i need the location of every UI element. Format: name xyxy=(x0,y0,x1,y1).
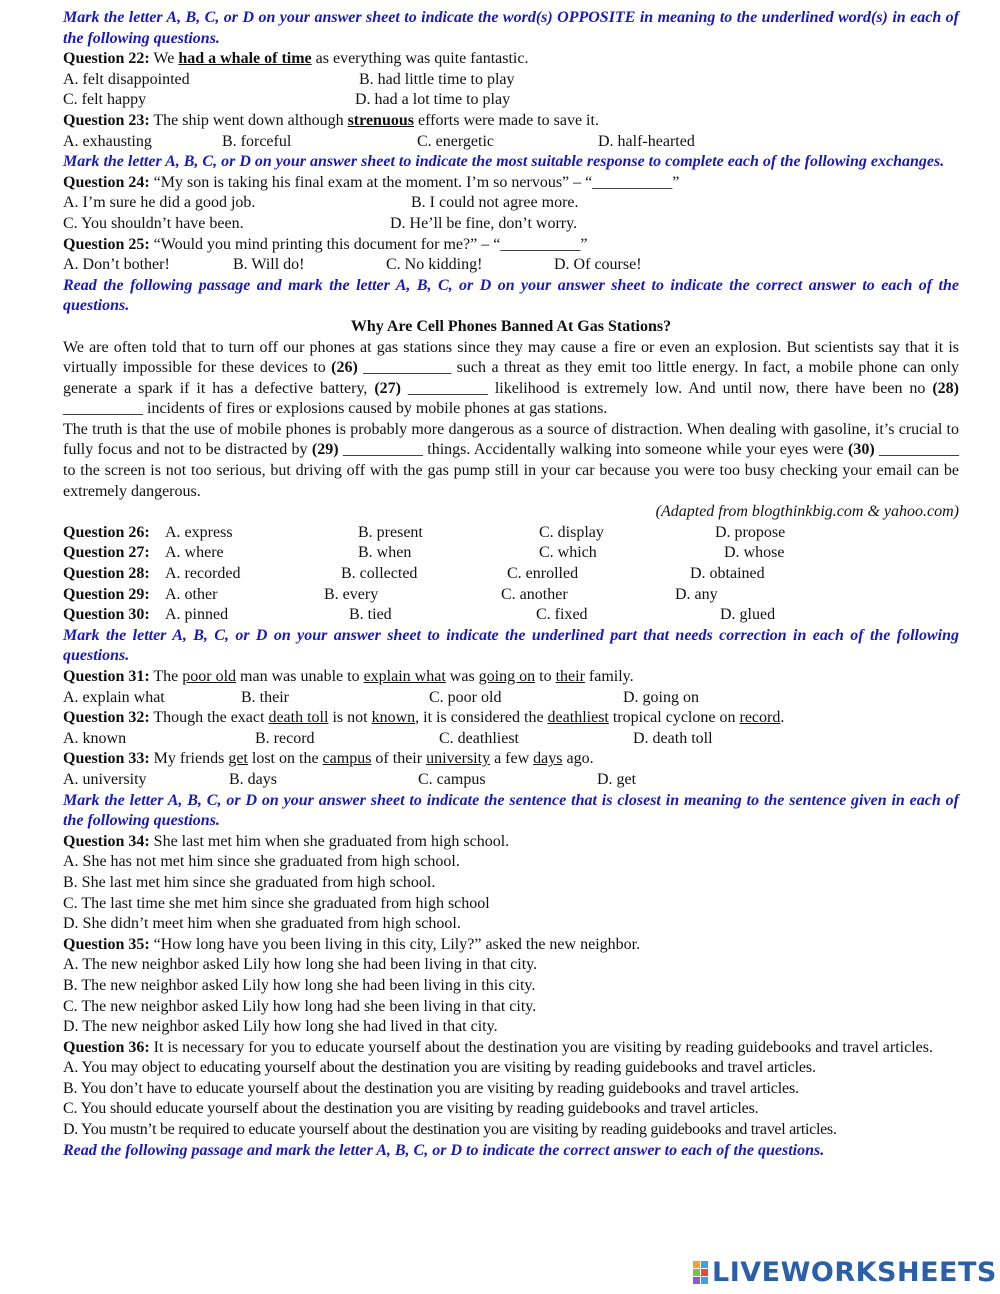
option-c[interactable]: C. which xyxy=(539,544,597,562)
option-c[interactable]: C. fixed xyxy=(536,606,588,624)
option-d[interactable]: D. death toll xyxy=(633,729,713,747)
question-22: Question 22: We had a whale of time as everything was quite fantastic. xyxy=(63,50,529,68)
underlined-phrase: had a whale of time xyxy=(178,50,312,68)
underlined-part: deathliest xyxy=(547,709,609,727)
option-a[interactable]: A. other xyxy=(165,585,218,603)
option-c[interactable]: C. You should educate yourself about the destination you are visiting by reading guidebooks and travel articles. xyxy=(63,1100,759,1118)
option-d[interactable]: D. going on xyxy=(623,688,699,706)
option-c[interactable]: C. felt happy xyxy=(63,91,147,109)
question-28 xyxy=(63,564,959,585)
option-b[interactable]: B. their xyxy=(241,688,289,706)
logo-square xyxy=(701,1277,708,1284)
logo-icon xyxy=(693,1261,708,1284)
option-b[interactable]: B. The new neighbor asked Lily how long she had been living in this city. xyxy=(63,976,536,994)
option-b[interactable]: B. forceful xyxy=(222,132,292,150)
option-c[interactable]: C. The new neighbor asked Lily how long had she been living in that city. xyxy=(63,997,537,1015)
question-35: Question 35: “How long have you been living in this city, Lily?” asked the new neighbor. xyxy=(63,935,641,953)
option-b[interactable]: B. days xyxy=(229,770,277,788)
blank-number: (29) xyxy=(311,441,339,459)
option-c[interactable]: C. energetic xyxy=(417,132,495,150)
option-d[interactable]: D. any xyxy=(675,585,718,603)
question-label: Question 35: xyxy=(63,935,150,953)
liveworksheets-logo xyxy=(693,1257,997,1287)
underlined-part: record xyxy=(739,709,781,727)
instruction-closest-meaning: Mark the letter A, B, C, or D on your answer sheet to indicate the sentence that is closest in meaning to the sentence given in each of the following questions. xyxy=(63,791,959,830)
option-c[interactable]: C. another xyxy=(501,585,568,603)
option-a[interactable]: A. express xyxy=(165,523,233,541)
option-a[interactable]: A. The new neighbor asked Lily how long she had been living in that city. xyxy=(63,956,538,974)
question-label: Question 31: xyxy=(63,668,150,685)
option-c[interactable]: C. No kidding! xyxy=(386,256,483,274)
blank-number: (30) xyxy=(848,441,875,459)
option-b[interactable]: B. when xyxy=(358,544,412,562)
option-a[interactable]: A. pinned xyxy=(165,606,229,624)
option-d[interactable]: D. whose xyxy=(724,544,785,562)
option-c[interactable]: C. poor old xyxy=(429,688,502,706)
option-b[interactable]: B. She last met him since she graduated from high school. xyxy=(63,873,436,891)
underlined-part: campus xyxy=(322,750,372,768)
question-label: Question 24: xyxy=(63,173,150,191)
option-a[interactable]: A. university xyxy=(63,770,147,788)
option-b[interactable]: B. Will do! xyxy=(233,256,305,274)
logo-square xyxy=(693,1269,700,1276)
question-label: Question 22: xyxy=(63,50,150,68)
options-row xyxy=(63,688,959,709)
logo-square xyxy=(693,1261,700,1268)
option-d[interactable]: D. get xyxy=(597,770,637,788)
options-row xyxy=(63,255,959,276)
question-label: Question 36: xyxy=(63,1038,150,1056)
question-label: Question 33: xyxy=(63,750,150,768)
underlined-part: death toll xyxy=(268,709,329,727)
question-label: Question 29: xyxy=(63,585,150,603)
underlined-part: explain what xyxy=(363,668,446,685)
option-b[interactable]: B. I could not agree more. xyxy=(411,194,579,212)
logo-square xyxy=(701,1269,708,1276)
option-a[interactable]: A. You may object to educating yourself about the destination you are visiting by reading guidebooks and travel articles. xyxy=(63,1059,816,1077)
option-d[interactable]: D. Of course! xyxy=(554,256,642,274)
underlined-part: get xyxy=(228,750,248,768)
question-24: Question 24: “My son is taking his final exam at the moment. I’m so nervous” – “__________” xyxy=(63,173,680,191)
instruction-response: Mark the letter A, B, C, or D on your answer sheet to indicate the most suitable response to complete each of the following exchanges. xyxy=(63,153,945,171)
passage-paragraph-2: The truth is that the use of mobile phones is probably more dangerous as a source of distraction. When dealing with gasoline, it’s crucial to fully focus and not to be distracted by (29) __________ things. Accidentally walking into someone while your eyes were (30) __________ to the screen is not too serious, but driving off with the gas pump still in your car because you were too busy checking your email can be extremely dangerous. xyxy=(63,420,959,500)
option-a[interactable]: A. felt disappointed xyxy=(63,70,190,88)
logo-square xyxy=(693,1277,700,1284)
instruction-opposite: Mark the letter A, B, C, or D on your answer sheet to indicate the word(s) OPPOSITE in meaning to the underlined word(s) in each of the following questions. xyxy=(63,9,959,47)
option-a[interactable]: A. I’m sure he did a good job. xyxy=(63,194,256,212)
options-row xyxy=(63,214,959,235)
question-29 xyxy=(63,585,959,606)
question-30 xyxy=(63,605,959,626)
passage-source: (Adapted from blogthinkbig.com & yahoo.com) xyxy=(655,503,959,521)
underlined-part: university xyxy=(426,750,491,768)
question-label: Question 27: xyxy=(63,544,150,562)
question-label: Question 25: xyxy=(63,235,150,253)
question-34: Question 34: She last met him when she graduated from high school. xyxy=(63,832,510,850)
option-b[interactable]: B. present xyxy=(358,523,423,541)
question-label: Question 23: xyxy=(63,111,150,129)
question-23: Question 23: The ship went down although strenuous efforts were made to save it. xyxy=(63,111,599,129)
question-label: Question 28: xyxy=(63,565,150,583)
option-b[interactable]: B. tied xyxy=(349,606,392,624)
question-label: Question 26: xyxy=(63,523,150,541)
question-36: Question 36: It is necessary for you to educate yourself about the destination you are visiting by reading guidebooks and travel articles. xyxy=(63,1038,933,1056)
option-d[interactable]: D. You mustn’t be required to educate yourself about the destination you are visiting by reading guidebooks and travel articles. xyxy=(63,1121,837,1139)
option-c[interactable]: C. enrolled xyxy=(507,565,579,583)
underlined-part: days xyxy=(533,750,563,768)
instruction-passage: Read the following passage and mark the letter A, B, C, or D on your answer sheet to indicate the correct answer to each of the questions. xyxy=(63,276,959,315)
blank-number: (28) xyxy=(932,379,959,397)
options-row xyxy=(63,90,959,111)
instruction-passage-2: Read the following passage and mark the letter A, B, C, or D to indicate the correct answer to each of the questions. xyxy=(63,1141,825,1159)
option-a[interactable]: A. Don’t bother! xyxy=(63,256,170,274)
underlined-part: going on xyxy=(478,668,536,685)
option-d[interactable]: D. The new neighbor asked Lily how long she had lived in that city. xyxy=(63,1018,498,1036)
option-a[interactable]: A. recorded xyxy=(165,565,241,583)
options-row xyxy=(63,729,959,750)
options-row xyxy=(63,70,959,91)
option-a[interactable]: A. exhausting xyxy=(63,132,152,150)
option-d[interactable]: D. had a lot time to play xyxy=(355,91,511,109)
option-b[interactable]: B. You don’t have to educate yourself about the destination you are visiting by reading guidebooks and travel articles. xyxy=(63,1079,799,1097)
logo-text: LIVEWORKSHEETS xyxy=(712,1256,997,1288)
passage-title: Why Are Cell Phones Banned At Gas Stations? xyxy=(350,317,672,335)
worksheet-page xyxy=(63,8,959,1161)
option-d[interactable]: D. obtained xyxy=(690,565,765,583)
option-d[interactable]: D. She didn’t meet him when she graduated from high school. xyxy=(63,915,461,933)
underlined-part: their xyxy=(555,668,585,685)
question-label: Question 32: xyxy=(63,709,150,727)
question-27 xyxy=(63,543,959,564)
option-d[interactable]: D. propose xyxy=(715,523,786,541)
question-25: Question 25: “Would you mind printing this document for me?” – “__________” xyxy=(63,235,588,253)
underlined-word: strenuous xyxy=(347,111,414,129)
question-label: Question 30: xyxy=(63,606,150,624)
option-d[interactable]: D. He’ll be fine, don’t worry. xyxy=(390,214,578,232)
options-row xyxy=(63,193,959,214)
option-a[interactable]: A. where xyxy=(165,544,224,562)
underlined-part: poor old xyxy=(182,668,237,685)
option-a[interactable]: A. She has not met him since she graduated from high school. xyxy=(63,853,460,871)
question-26 xyxy=(63,523,959,544)
option-b[interactable]: B. had little time to play xyxy=(359,70,515,88)
blank-number: (27) xyxy=(374,379,401,397)
option-c[interactable]: C. campus xyxy=(418,770,486,788)
option-d[interactable]: D. glued xyxy=(720,606,776,624)
option-c[interactable]: C. display xyxy=(539,523,604,541)
option-a[interactable]: A. known xyxy=(63,729,127,747)
question-31: Question 31: The poor old man was unable to explain what was going on to their family. xyxy=(63,668,634,685)
option-b[interactable]: B. every xyxy=(324,585,379,603)
question-33: Question 33: My friends get lost on the campus of their university a few days ago. xyxy=(63,750,594,768)
option-d[interactable]: D. half-hearted xyxy=(598,132,695,150)
logo-square xyxy=(701,1261,708,1268)
question-32: Question 32: Though the exact death toll is not known, it is considered the deathliest tropical cyclone on record. xyxy=(63,709,785,727)
options-row xyxy=(63,132,959,153)
option-b[interactable]: B. record xyxy=(255,729,315,747)
passage-paragraph-1: We are often told that to turn off our phones at gas stations since they may cause a fire or even an explosion. But scientists say that it is virtually impossible for these devices to (26) ___________ such a threat as they emit too little energy. In fact, a mobile phone can only generate a spark if it has a defective battery, (27) __________ likelihood is extremely low. And until now, there have been no (28) __________ incidents of fires or explosions caused by mobile phones at gas stations. xyxy=(63,338,960,418)
underlined-part: known xyxy=(371,709,416,727)
instruction-correction: Mark the letter A, B, C, or D on your answer sheet to indicate the underlined part that needs correction in each of the following questions. xyxy=(63,626,959,665)
options-row xyxy=(63,770,959,791)
option-c[interactable]: C. The last time she met him since she graduated from high school xyxy=(63,894,490,912)
question-label: Question 34: xyxy=(63,832,150,850)
option-c[interactable]: C. You shouldn’t have been. xyxy=(63,214,244,232)
option-a[interactable]: A. explain what xyxy=(63,688,165,706)
option-c[interactable]: C. deathliest xyxy=(439,729,519,747)
blank-number: (26) xyxy=(331,359,358,377)
option-b[interactable]: B. collected xyxy=(341,565,418,583)
